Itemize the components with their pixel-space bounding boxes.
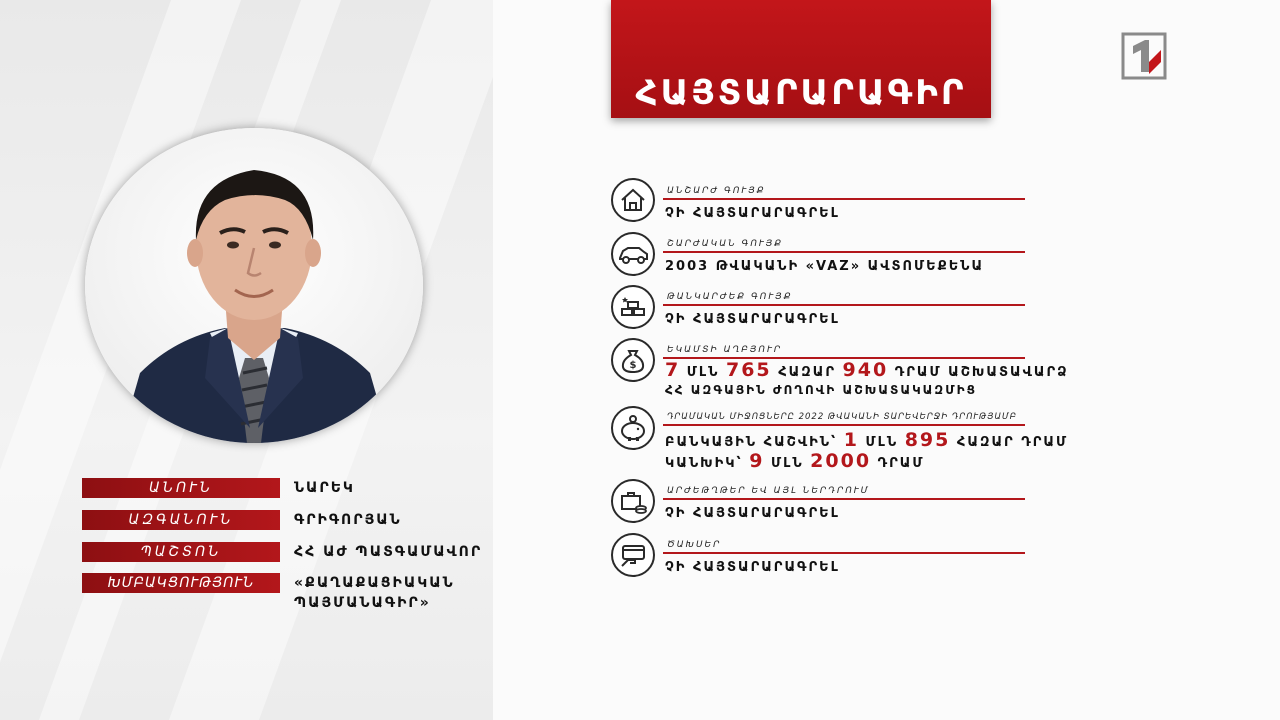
cash-number-1: 9 [749, 450, 765, 472]
divider [663, 198, 1025, 200]
bank-number-1: 1 [843, 429, 859, 451]
expenses-label: ԾԱԽՍԵՐ [667, 540, 722, 550]
money-bag-icon [611, 338, 655, 382]
car-icon [611, 232, 655, 276]
surname-value: ԳՐԻԳՈՐՅԱՆ [294, 512, 402, 528]
faction-value-line1: «ՔԱՂԱՔԱՑԻԱԿԱՆ [294, 575, 455, 591]
income-number-3: 940 [842, 359, 889, 381]
valuables-value: ՉԻ ՀԱՅՏԱՐԱՐԱԳՐԵԼ [665, 312, 840, 327]
divider [663, 498, 1025, 500]
bank-unit-2: ՀԱԶԱՐ ԴՐԱՄ [956, 435, 1069, 450]
position-label: ՊԱՇՏՈՆ [82, 542, 280, 562]
securities-label: ԱՐԺԵԹՂԹԵՐ ԵՎ ԱՅԼ ՆԵՐԴՐՈՒՄ [667, 486, 870, 496]
bank-unit-1: ՄԼՆ [865, 435, 899, 450]
surname-label: ԱԶԳԱՆՈՒՆ [82, 510, 280, 530]
income-number-2: 765 [725, 359, 772, 381]
income-unit-1: ՄԼՆ [686, 365, 720, 380]
portrait-photo [85, 128, 423, 443]
gold-bars-icon [611, 285, 655, 329]
cash-hand-line [665, 451, 924, 474]
position-value: ՀՀ ԱԺ ՊԱՏԳԱՄԱՎՈՐ [294, 544, 483, 560]
movable-value: 2003 ԹՎԱԿԱՆԻ «VAZ» ԱՎՏՈՄԵՔԵՆԱ [665, 259, 985, 274]
income-number-1: 7 [665, 359, 681, 381]
divider [663, 251, 1025, 253]
cash-unit-1: ՄԼՆ [770, 456, 804, 471]
income-label: ԵԿԱՄՏԻ ԱՂԲՅՈՒՐ [667, 345, 783, 355]
real-estate-value: ՉԻ ՀԱՅՏԱՐԱՐԱԳՐԵԼ [665, 206, 840, 221]
securities-value: ՉԻ ՀԱՅՏԱՐԱՐԱԳՐԵԼ [665, 506, 840, 521]
cash-prefix: ԿԱՆԽԻԿ՝ [665, 456, 743, 471]
divider [663, 552, 1025, 554]
faction-value [294, 573, 493, 613]
valuables-label: ԹԱՆԿԱՐԺԵՔ ԳՈՒՅՔ [667, 292, 793, 302]
title-banner [611, 0, 991, 118]
income-unit-3: ԴՐԱՄ ԱՇԽԱՏԱՎԱՐՁ [894, 365, 1069, 380]
movable-label: ՇԱՐԺԱԿԱՆ ԳՈՒՅՔ [667, 239, 784, 249]
income-unit-2: ՀԱԶԱՐ [778, 365, 836, 380]
bank-number-2: 895 [904, 429, 951, 451]
svg-text:$: $ [629, 360, 637, 371]
faction-label: ԽՄԲԱԿՑՈՒԹՅՈՒՆ [82, 573, 280, 593]
cash-label: ԴՐԱՄԱԿԱՆ ՄԻՋՈՑՆԵՐԸ 2022 ԹՎԱԿԱՆԻ ՏԱՐԵՎԵՐՋԻ ԴՐՈՒԹՅԱՄԲ [667, 412, 1017, 422]
faction-value-line2: ՊԱՅՄԱՆԱԳԻՐ» [294, 595, 431, 611]
expenses-value: ՉԻ ՀԱՅՏԱՐԱՐԱԳՐԵԼ [665, 560, 840, 575]
real-estate-label: ԱՆՇԱՐԺ ԳՈՒՅՔ [667, 186, 766, 196]
income-value-line2: ՀՀ ԱԶԳԱՅԻՆ ԺՈՂՈՎԻ ԱՇԽԱՏԱԿԱԶՄԻՑ [665, 383, 977, 397]
bank-prefix: ԲԱՆԿԱՅԻՆ ՀԱՇՎԻՆ՝ [665, 435, 838, 450]
piggy-bank-icon [611, 406, 655, 450]
card-hand-icon [611, 533, 655, 577]
name-value: ՆԱՐԵԿ [294, 480, 355, 496]
page-title: ՀԱՅՏԱՐԱՐԱԳԻՐ [635, 73, 967, 113]
cash-number-2: 2000 [810, 450, 872, 472]
house-icon [611, 178, 655, 222]
cash-unit-2: ԴՐԱՄ [877, 456, 925, 471]
divider [663, 424, 1025, 426]
name-label: ԱՆՈՒՆ [82, 478, 280, 498]
channel-logo-icon [1121, 32, 1167, 80]
divider [663, 304, 1025, 306]
briefcase-coins-icon [611, 479, 655, 523]
profile-panel [0, 0, 493, 720]
